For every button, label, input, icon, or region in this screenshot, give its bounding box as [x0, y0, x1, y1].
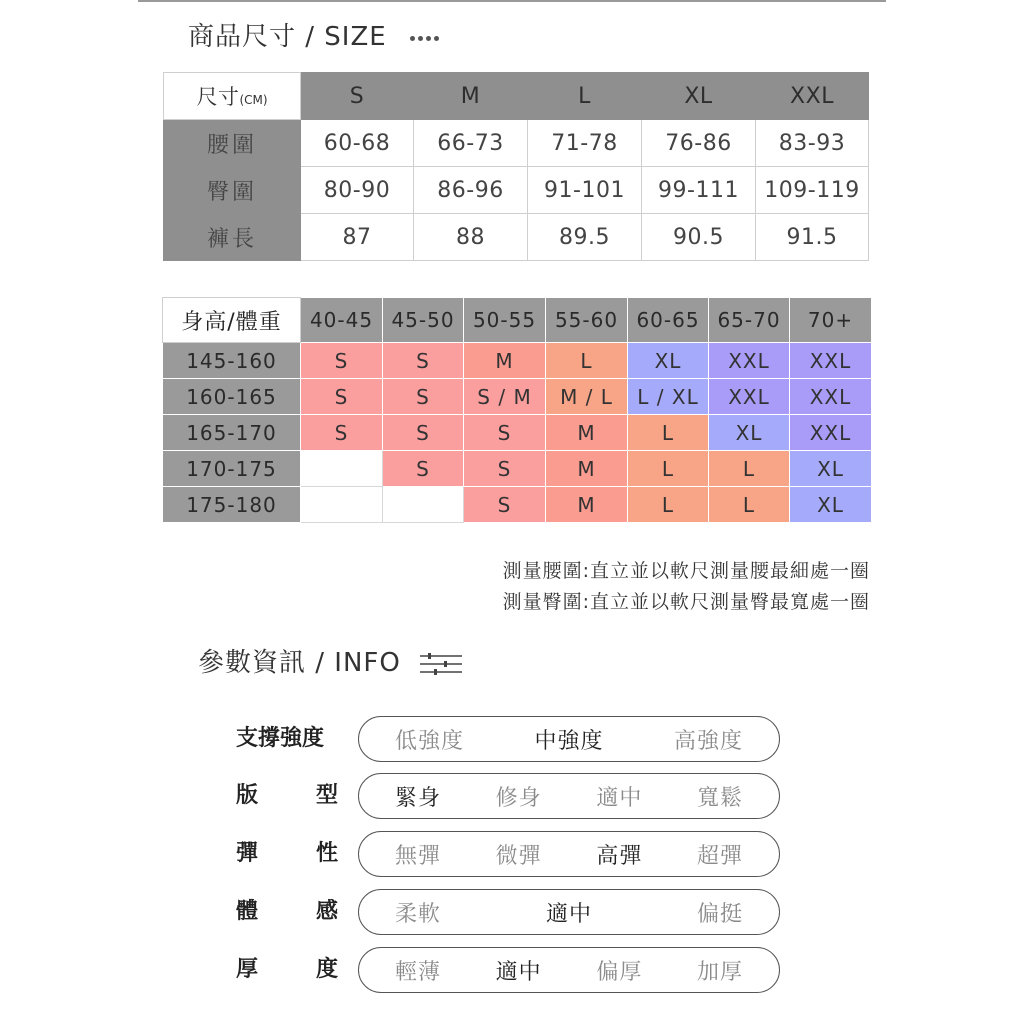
fit-cell: XXL	[790, 415, 872, 451]
fit-cell: S	[383, 343, 464, 379]
info-label: 體 感	[236, 899, 338, 924]
option: 無彈	[395, 843, 442, 869]
info-label: 厚 度	[236, 957, 338, 982]
fit-row	[163, 379, 872, 415]
size-measurement-table	[163, 72, 869, 261]
fit-cell: M / L	[546, 379, 628, 415]
fit-cell: S	[464, 451, 546, 487]
table-cell: 86-96	[414, 167, 528, 214]
row-label-waist: 腰圍	[164, 120, 301, 167]
fit-row	[163, 415, 872, 451]
size-header-xxl: XXL	[756, 73, 869, 120]
fit-cell: S	[383, 379, 464, 415]
fit-cell: M	[546, 451, 628, 487]
fit-row	[163, 487, 872, 523]
fit-cell: XXL	[790, 379, 872, 415]
table-cell: 71-78	[528, 120, 642, 167]
size-row-hip	[164, 167, 869, 214]
fit-cell: XL	[628, 343, 709, 379]
height-label: 145-160	[163, 343, 301, 379]
fit-cell: L	[546, 343, 628, 379]
table-cell: 76-86	[642, 120, 756, 167]
fit-cell: XL	[709, 415, 790, 451]
size-header-s: S	[301, 73, 414, 120]
fit-cell: S	[301, 415, 383, 451]
option-pill	[358, 889, 780, 935]
option: 高強度	[673, 728, 743, 754]
size-table-header-row	[164, 73, 869, 120]
fit-cell: L	[628, 451, 709, 487]
option: 加厚	[696, 959, 743, 985]
selected-option: 適中	[495, 959, 542, 985]
height-label: 170-175	[163, 451, 301, 487]
measurement-notes	[503, 556, 870, 618]
table-cell: 60-68	[301, 120, 414, 167]
size-title-text: 商品尺寸 / SIZE	[188, 22, 387, 52]
selected-option: 緊身	[395, 785, 442, 811]
option: 微彈	[495, 843, 542, 869]
fit-cell: L	[628, 487, 709, 523]
weight-header: 60-65	[628, 298, 709, 343]
option: 低強度	[395, 728, 465, 754]
info-row	[236, 889, 796, 935]
top-divider	[138, 0, 886, 2]
fit-cell: XXL	[709, 379, 790, 415]
table-cell: 91-101	[528, 167, 642, 214]
table-cell: 88	[414, 214, 528, 261]
table-cell: 83-93	[756, 120, 869, 167]
table-cell: 99-111	[642, 167, 756, 214]
fit-cell: S	[464, 415, 546, 451]
ellipsis-dots-icon	[410, 23, 442, 53]
height-weight-fit-table	[162, 297, 872, 523]
height-label: 165-170	[163, 415, 301, 451]
height-label: 160-165	[163, 379, 301, 415]
fit-cell	[301, 451, 383, 487]
option: 偏挺	[696, 901, 743, 927]
option-pill	[358, 773, 780, 819]
size-row-length	[164, 214, 869, 261]
weight-header: 45-50	[383, 298, 464, 343]
option: 偏厚	[596, 959, 643, 985]
option: 修身	[495, 785, 542, 811]
info-row	[236, 831, 796, 877]
corner-unit: (CM)	[239, 93, 268, 107]
fit-cell: L / XL	[628, 379, 709, 415]
fit-cell: XL	[790, 487, 872, 523]
row-label-hip: 臀圍	[164, 167, 301, 214]
option: 適中	[596, 785, 643, 811]
info-section-title	[198, 642, 462, 679]
fit-cell: M	[546, 487, 628, 523]
option: 輕薄	[395, 959, 442, 985]
size-row-waist	[164, 120, 869, 167]
option-pill	[358, 716, 780, 762]
fit-cell: XXL	[790, 343, 872, 379]
fit-cell: L	[709, 451, 790, 487]
info-title-text: 參數資訊 / INFO	[198, 648, 401, 678]
note-hip: 測量臀圍:直立並以軟尺測量臀最寬處一圈	[502, 591, 870, 613]
sliders-icon	[420, 652, 462, 676]
selected-option: 適中	[545, 901, 592, 927]
fit-cell: S	[301, 379, 383, 415]
fit-cell: S	[383, 451, 464, 487]
corner-label: 尺寸	[196, 85, 240, 109]
table-cell: 89.5	[528, 214, 642, 261]
table-cell: 66-73	[414, 120, 528, 167]
fit-cell: S / M	[464, 379, 546, 415]
size-table-corner	[164, 73, 301, 120]
info-row	[236, 947, 796, 993]
weight-header: 40-45	[301, 298, 383, 343]
option: 寬鬆	[696, 785, 743, 811]
option: 超彈	[696, 843, 743, 869]
selected-option: 中強度	[534, 728, 604, 754]
option: 柔軟	[395, 901, 442, 927]
row-label-length: 褲長	[164, 214, 301, 261]
size-section-title	[188, 16, 442, 53]
fit-cell: S	[464, 487, 546, 523]
info-row	[236, 716, 796, 762]
fit-row	[163, 343, 872, 379]
fit-cell: XL	[790, 451, 872, 487]
table-cell: 109-119	[756, 167, 869, 214]
fit-cell: L	[709, 487, 790, 523]
info-label: 版 型	[236, 783, 338, 808]
fit-cell: L	[628, 415, 709, 451]
fit-cell	[301, 487, 383, 523]
note-waist: 測量腰圍:直立並以軟尺測量腰最細處一圈	[502, 560, 870, 582]
fit-cell: S	[301, 343, 383, 379]
fit-cell	[383, 487, 464, 523]
option-pill	[358, 831, 780, 877]
info-label: 支撐強度	[236, 726, 325, 751]
size-header-xl: XL	[642, 73, 756, 120]
table-cell: 90.5	[642, 214, 756, 261]
fit-cell: XXL	[709, 343, 790, 379]
fit-cell: M	[546, 415, 628, 451]
option-pill	[358, 947, 780, 993]
weight-header: 65-70	[709, 298, 790, 343]
weight-header: 55-60	[546, 298, 628, 343]
fit-row	[163, 451, 872, 487]
weight-header: 70+	[790, 298, 872, 343]
fit-cell: S	[383, 415, 464, 451]
table-cell: 87	[301, 214, 414, 261]
selected-option: 高彈	[596, 843, 643, 869]
size-header-l: L	[528, 73, 642, 120]
table-cell: 91.5	[756, 214, 869, 261]
info-label: 彈 性	[236, 841, 338, 866]
table-cell: 80-90	[301, 167, 414, 214]
height-label: 175-180	[163, 487, 301, 523]
weight-header: 50-55	[464, 298, 546, 343]
fit-table-corner: 身高/體重	[163, 298, 301, 343]
fit-table-header-row	[163, 298, 872, 343]
fit-cell: M	[464, 343, 546, 379]
size-header-m: M	[414, 73, 528, 120]
info-row	[236, 773, 796, 819]
